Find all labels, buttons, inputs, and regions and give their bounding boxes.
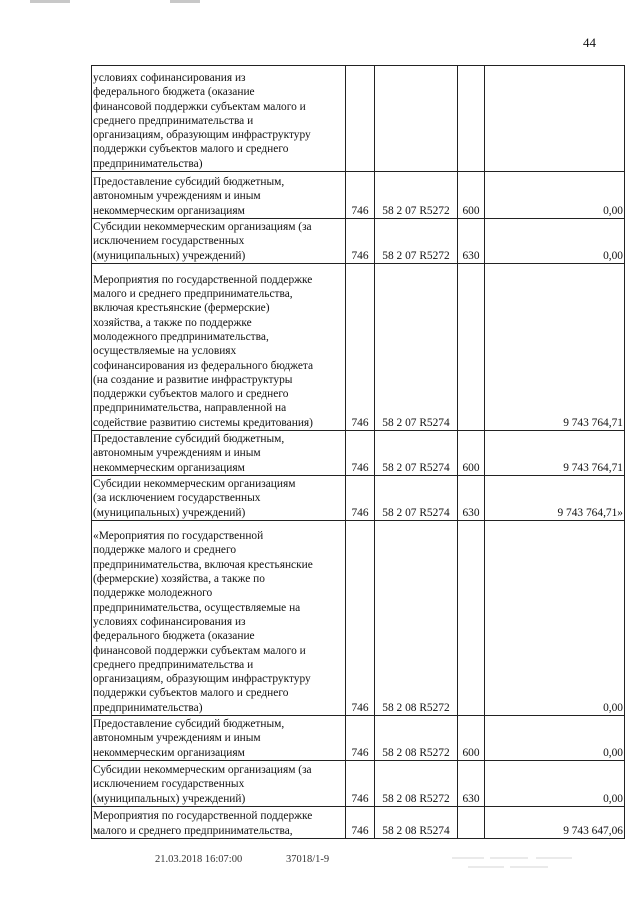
ministry-code: 746 <box>346 476 375 521</box>
amount: 0,00 <box>485 521 625 716</box>
expense-type-code: 630 <box>458 761 485 807</box>
expense-type-code: 630 <box>458 219 485 264</box>
ministry-code: 746 <box>346 761 375 807</box>
target-article-code: 58 2 08 R5272 <box>375 521 458 716</box>
scan-artifact <box>30 0 70 3</box>
ministry-code: 746 <box>346 264 375 431</box>
ministry-code: 746 <box>346 521 375 716</box>
target-article-code <box>375 66 458 172</box>
table-row <box>92 716 625 761</box>
target-article-code: 58 2 08 R5274 <box>375 807 458 839</box>
expense-type-code <box>458 521 485 716</box>
table-row <box>92 172 625 219</box>
table-row <box>92 807 625 839</box>
row-description: Субсидии некоммерческим организациям (за исключением государственных (муниципальных) учреждений) <box>92 476 346 521</box>
table-row <box>92 264 625 431</box>
ministry-code: 746 <box>346 172 375 219</box>
target-article-code: 58 2 07 R5274 <box>375 264 458 431</box>
expense-type-code: 630 <box>458 476 485 521</box>
amount: 0,00 <box>485 219 625 264</box>
ministry-code: 746 <box>346 431 375 476</box>
scan-artifact <box>170 0 200 3</box>
target-article-code: 58 2 07 R5272 <box>375 219 458 264</box>
page-number: 44 <box>583 35 596 50</box>
target-article-code: 58 2 07 R5272 <box>375 172 458 219</box>
table-row <box>92 761 625 807</box>
amount: 9 743 764,71 <box>485 264 625 431</box>
expense-type-code: 600 <box>458 716 485 761</box>
budget-table <box>91 65 625 839</box>
amount: 9 743 764,71» <box>485 476 625 521</box>
ministry-code: 746 <box>346 807 375 839</box>
table-row <box>92 521 625 716</box>
row-description: Субсидии некоммерческим организациям (за исключением государственных (муниципальных) учреждений) <box>92 761 346 807</box>
target-article-code: 58 2 08 R5272 <box>375 716 458 761</box>
row-description: Мероприятия по государственной поддержке малого и среднего предпринимательства, <box>92 807 346 839</box>
amount: 0,00 <box>485 716 625 761</box>
row-description: Мероприятия по государственной поддержке малого и среднего предпринимательства, включая крестьянские (фермерские) хозяйства, а также по поддержке молодежного предпринимательства, осуществляемые на условиях софинансирования из федерального бюджета (на создание и развитие инфраструктуры поддержки субъектов малого и среднего предпринимательства, направленной на содействие развитию системы кредитования) <box>92 264 346 431</box>
row-description: Предоставление субсидий бюджетным, автономным учреждениям и иным некоммерческим организациям <box>92 431 346 476</box>
amount <box>485 66 625 172</box>
amount: 0,00 <box>485 761 625 807</box>
target-article-code: 58 2 08 R5272 <box>375 761 458 807</box>
row-description: Субсидии некоммерческим организациям (за исключением государственных (муниципальных) учреждений) <box>92 219 346 264</box>
row-description: Предоставление субсидий бюджетным, автономным учреждениям и иным некоммерческим организациям <box>92 716 346 761</box>
ministry-code: 746 <box>346 716 375 761</box>
ministry-code <box>346 66 375 172</box>
footer-datetime: 21.03.2018 16:07:00 <box>155 854 243 865</box>
target-article-code: 58 2 07 R5274 <box>375 476 458 521</box>
row-description: «Мероприятия по государственной поддержке малого и среднего предпринимательства, включая крестьянские (фермерские) хозяйства, а также по поддержке молодежного предпринимательства, осуществляемые на условиях софинансирования из федерального бюджета (оказание финансовой поддержки субъектам малого и среднего предпринимательства и организациям, образующим инфраструктуру поддержки субъектов малого и среднего предпринимательства) <box>92 521 346 716</box>
expense-type-code: 600 <box>458 431 485 476</box>
table-row <box>92 66 625 172</box>
expense-type-code <box>458 66 485 172</box>
expense-type-code <box>458 264 485 431</box>
table-row <box>92 476 625 521</box>
expense-type-code <box>458 807 485 839</box>
row-description: условиях софинансирования из федерального бюджета (оказание финансовой поддержки субъектам малого и среднего предпринимательства и организациям, образующим инфраструктуру поддержки субъектов малого и среднего предпринимательства) <box>92 66 346 172</box>
table-row <box>92 219 625 264</box>
target-article-code: 58 2 07 R5274 <box>375 431 458 476</box>
amount: 9 743 647,06 <box>485 807 625 839</box>
ministry-code: 746 <box>346 219 375 264</box>
expense-type-code: 600 <box>458 172 485 219</box>
faded-stamp <box>448 852 578 874</box>
footer-document-code: 37018/1-9 <box>286 854 330 865</box>
amount: 9 743 764,71 <box>485 431 625 476</box>
row-description: Предоставление субсидий бюджетным, автономным учреждениям и иным некоммерческим организациям <box>92 172 346 219</box>
amount: 0,00 <box>485 172 625 219</box>
table-row <box>92 431 625 476</box>
